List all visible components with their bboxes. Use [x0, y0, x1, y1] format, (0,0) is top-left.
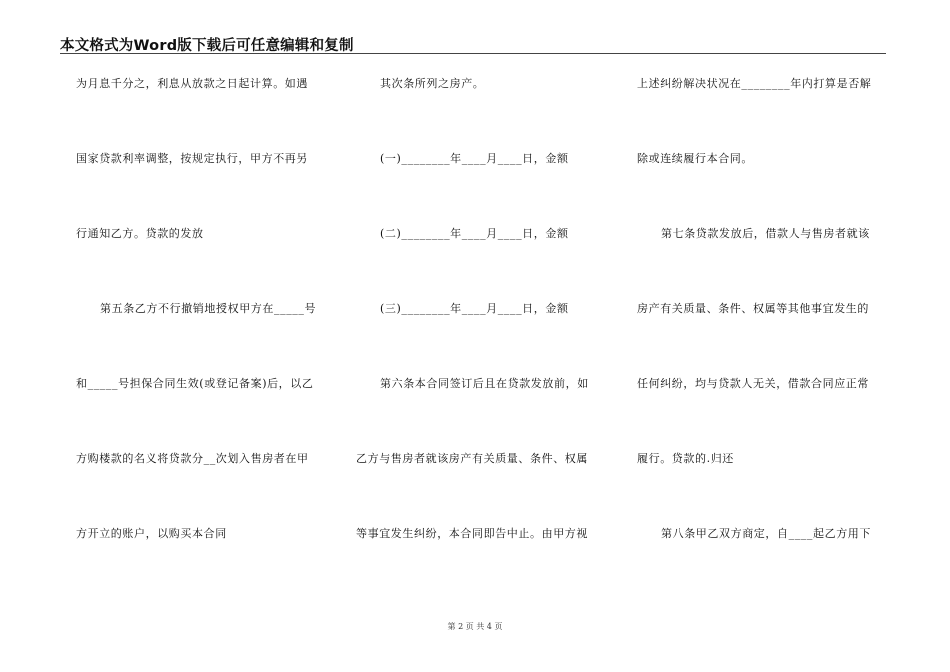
text-line: 等事宜发生纠纷，本合同即告中止。由甲方视	[356, 527, 588, 540]
text-line: 国家贷款利率调整，按规定执行，甲方不再另	[76, 152, 308, 165]
text-line: 为月息千分之，利息从放款之日起计算。如遇	[76, 77, 308, 90]
text-line: (三)________年____月____日，金额	[380, 302, 569, 315]
page-number: 第 2 页 共 4 页	[447, 622, 503, 631]
text-line: 方购楼款的名义将贷款分__次划入售房者在甲	[76, 452, 309, 465]
text-line: 第八条甲乙双方商定，自____起乙方用下	[661, 527, 871, 540]
text-line: 第六条本合同签订后且在贷款发放前，如	[380, 377, 589, 390]
page-header	[60, 34, 886, 54]
text-line: 方开立的账户，以购买本合同	[76, 527, 227, 540]
text-line: 第五条乙方不行撤销地授权甲方在_____号	[100, 302, 317, 315]
text-line: (二)________年____月____日，金额	[380, 227, 569, 240]
text-line: 履行。贷款的.归还	[637, 452, 734, 465]
text-line: 和_____号担保合同生效(或登记备案)后，以乙	[76, 377, 314, 390]
text-line: (一)________年____月____日，金额	[380, 152, 569, 165]
text-line: 乙方与售房者就该房产有关质量、条件、权属	[356, 452, 588, 465]
header-divider	[60, 53, 886, 54]
header-title: 本文格式为Word版下载后可任意编辑和复制	[60, 38, 354, 54]
text-line: 任何纠纷，均与贷款人无关，借款合同应正常	[637, 377, 869, 390]
text-line: 行通知乙方。贷款的发放	[76, 227, 204, 240]
text-line: 第七条贷款发放后，借款人与售房者就该	[661, 227, 870, 240]
text-line: 上述纠纷解决状况在________年内打算是否解	[637, 77, 872, 90]
text-line: 其次条所列之房产。	[380, 77, 485, 90]
text-line: 除或连续履行本合同。	[637, 152, 753, 165]
text-line: 房产有关质量、条件、权属等其他事宜发生的	[637, 302, 869, 315]
